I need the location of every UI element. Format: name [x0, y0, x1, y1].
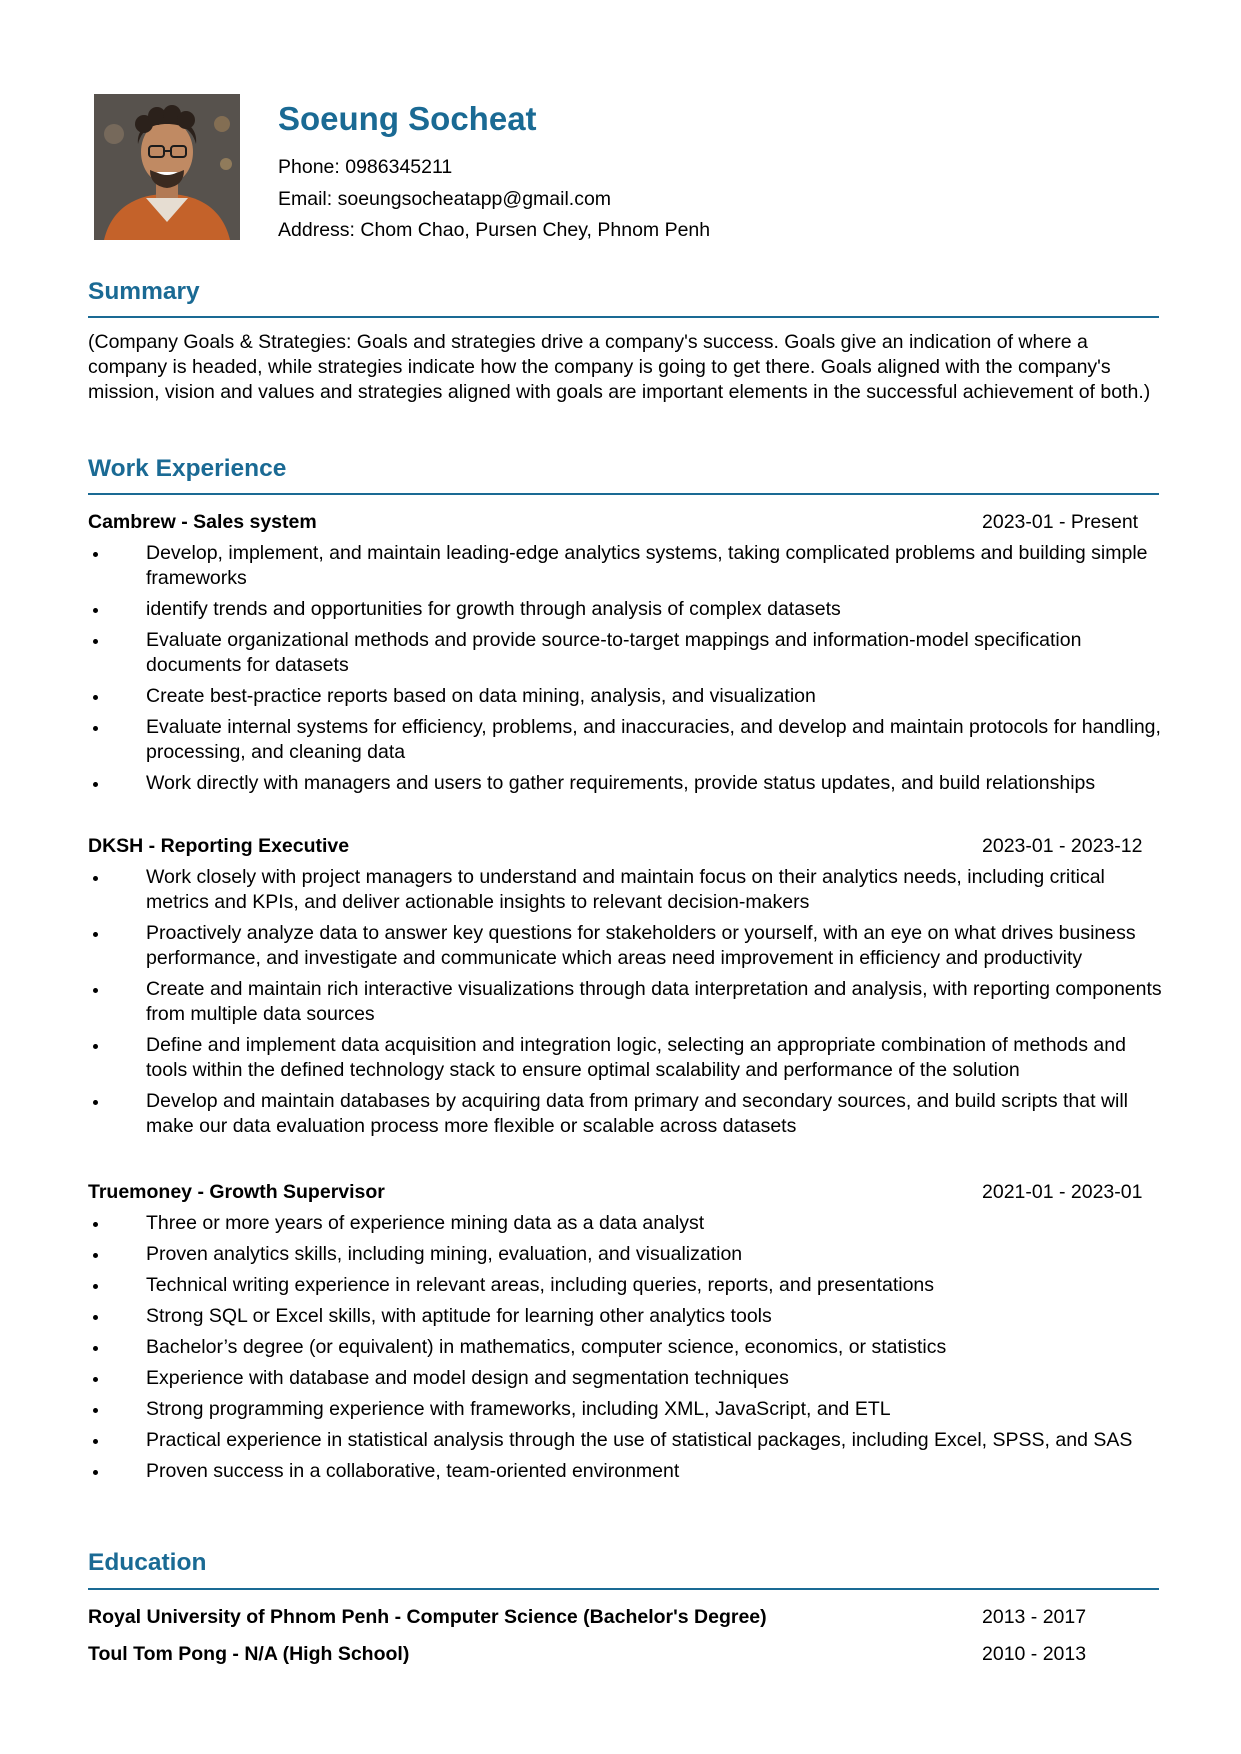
- bullet-icon: [93, 1100, 98, 1105]
- education-divider: [88, 1588, 1159, 1590]
- bullet-item: Create best-practice reports based on data mining, analysis, and visualization: [88, 684, 1163, 709]
- bullet-item: Proven success in a collaborative, team-oriented environment: [88, 1459, 1163, 1484]
- profile-photo: [94, 94, 240, 240]
- summary-heading: Summary: [88, 278, 200, 305]
- bullet-icon: [93, 988, 98, 993]
- bullet-icon: [93, 1284, 98, 1289]
- bullet-item: Proactively analyze data to answer key questions for stakeholders or yourself, with an eye on what drives business performance, and investigate and communicate which areas need improvement in efficiency and productivity: [88, 921, 1163, 971]
- identity-block: [278, 100, 710, 247]
- phone-line: Phone: 0986345211: [278, 156, 453, 178]
- bullet-item: Develop and maintain databases by acquiring data from primary and secondary sources, and build scripts that will make our data evaluation process more flexible or scalable across datasets: [88, 1089, 1163, 1139]
- address-line: Address: Chom Chao, Pursen Chey, Phnom Penh: [278, 219, 711, 241]
- job-date: 2021-01 - 2023-01: [982, 1181, 1143, 1203]
- bullet-item: Strong SQL or Excel skills, with aptitude for learning other analytics tools: [88, 1304, 1163, 1329]
- email-line: Email: soeungsocheatapp@gmail.com: [278, 187, 612, 210]
- bullet-item: Practical experience in statistical analysis through the use of statistical packages, including Excel, SPSS, and SAS: [88, 1428, 1163, 1453]
- bullet-icon: [93, 726, 98, 731]
- bullet-item: Technical writing experience in relevant areas, including queries, reports, and presentations: [88, 1273, 1163, 1298]
- bullet-item: Work closely with project managers to understand and maintain focus on their analytics needs, including critical metrics and KPIs, and deliver actionable insights to relevant decision-makers: [88, 865, 1163, 915]
- job-header: [88, 510, 1159, 535]
- job-header: [88, 834, 1159, 859]
- work-experience-heading: Work Experience: [88, 455, 287, 482]
- bullet-item: Bachelor’s degree (or equivalent) in mathematics, computer science, economics, or statistics: [88, 1335, 1163, 1360]
- bullet-icon: [93, 1253, 98, 1258]
- job-header: [88, 1180, 1159, 1205]
- job-bullets: [88, 541, 1163, 802]
- bullet-icon: [93, 639, 98, 644]
- bullet-icon: [93, 1346, 98, 1351]
- work-experience-divider: [88, 493, 1159, 495]
- bullet-icon: [93, 932, 98, 937]
- bullet-icon: [93, 1044, 98, 1049]
- bullet-icon: [93, 1439, 98, 1444]
- bullet-icon: [93, 1222, 98, 1227]
- job-title: Cambrew - Sales system: [88, 511, 317, 533]
- job-bullets: [88, 1211, 1163, 1490]
- job-title: Truemoney - Growth Supervisor: [88, 1181, 385, 1203]
- education-entry: [88, 1605, 1159, 1630]
- bullet-icon: [93, 552, 98, 557]
- education-heading: Education: [88, 1549, 207, 1576]
- education-date: 2010 - 2013: [982, 1643, 1087, 1665]
- bullet-item: Evaluate organizational methods and provide source-to-target mappings and information-model specification documents for datasets: [88, 628, 1163, 678]
- profile-photo-illustration: [94, 94, 240, 240]
- bullet-item: Three or more years of experience mining data as a data analyst: [88, 1211, 1163, 1236]
- bullet-item: Create and maintain rich interactive visualizations through data interpretation and analysis, with reporting components from multiple data sources: [88, 977, 1163, 1027]
- job-title: DKSH - Reporting Executive: [88, 835, 350, 857]
- summary-text: (Company Goals & Strategies: Goals and strategies drive a company's success. Goals give an indication of where a company is headed, while strategies indicate how the company is going to get there. Goals aligned with the company's mission, vision and values and strategies aligned with goals are important elements in the successful achievement of both.): [88, 331, 1151, 403]
- candidate-name: Soeung Socheat: [278, 100, 537, 137]
- job-date: 2023-01 - Present: [982, 511, 1139, 533]
- bullet-icon: [93, 876, 98, 881]
- bullet-icon: [93, 782, 98, 787]
- bullet-item: identify trends and opportunities for growth through analysis of complex datasets: [88, 597, 1163, 622]
- summary-divider: [88, 316, 1159, 318]
- education-title: Royal University of Phnom Penh - Computer Science (Bachelor's Degree): [88, 1606, 767, 1628]
- education-entry: [88, 1642, 1159, 1667]
- bullet-item: Evaluate internal systems for efficiency, problems, and inaccuracies, and develop and maintain protocols for handling, processing, and cleaning data: [88, 715, 1163, 765]
- bullet-icon: [93, 1470, 98, 1475]
- bullet-icon: [93, 1315, 98, 1320]
- bullet-icon: [93, 608, 98, 613]
- bullet-item: Strong programming experience with frameworks, including XML, JavaScript, and ETL: [88, 1397, 1163, 1422]
- bullet-icon: [93, 1377, 98, 1382]
- education-title: Toul Tom Pong - N/A (High School): [88, 1643, 410, 1665]
- education-date: 2013 - 2017: [982, 1606, 1087, 1628]
- bullet-item: Experience with database and model design and segmentation techniques: [88, 1366, 1163, 1391]
- bullet-item: Develop, implement, and maintain leading-edge analytics systems, taking complicated problems and building simple frameworks: [88, 541, 1163, 591]
- job-date: 2023-01 - 2023-12: [982, 835, 1143, 857]
- bullet-icon: [93, 695, 98, 700]
- bullet-item: Work directly with managers and users to gather requirements, provide status updates, and build relationships: [88, 771, 1163, 796]
- job-bullets: [88, 865, 1163, 1145]
- resume-header: [94, 94, 1164, 254]
- bullet-icon: [93, 1408, 98, 1413]
- bullet-item: Proven analytics skills, including mining, evaluation, and visualization: [88, 1242, 1163, 1267]
- bullet-item: Define and implement data acquisition and integration logic, selecting an appropriate combination of methods and tools within the defined technology stack to ensure optimal scalability and performance of the solution: [88, 1033, 1163, 1083]
